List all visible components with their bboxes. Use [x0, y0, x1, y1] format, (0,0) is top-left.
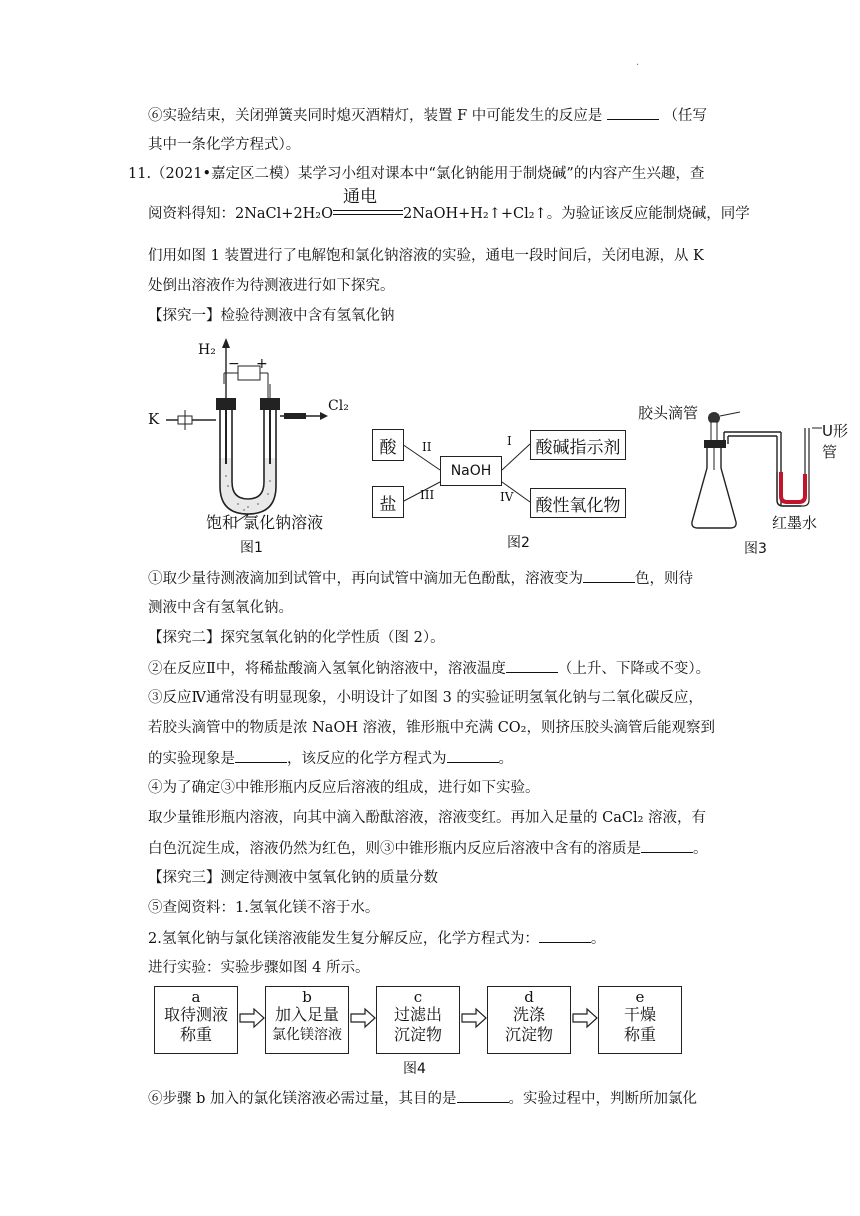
text-line-13: 若胶头滴管中的物质是浓 NaOH 溶液，锥形瓶中充满 CO₂，则挤压胶头滴管后能观察到	[148, 720, 715, 736]
fig1-k-label: K	[148, 410, 160, 428]
equation-condition: 通电	[343, 187, 378, 207]
fig4-caption: 图4	[403, 1061, 426, 1077]
step-line2: 称重	[623, 1025, 656, 1044]
text-segment: ，该反应的化学方程式为	[287, 751, 447, 767]
text-segment: ①取少量待测液滴加到试管中，再向试管中滴加无色酚酞，溶液变为	[148, 571, 583, 587]
question-11: 11.（2021•嘉定区二模）某学习小组对课本中“氯化钠能用于制烧碱”的内容产生兴趣，查	[128, 166, 705, 182]
text-line-5: 们用如图 1 装置进行了电解饱和氯化钠溶液的实验，通电一段时间后，关闭电源，从 K	[148, 248, 704, 264]
text-line-17	[148, 838, 708, 859]
fig2-oxide-box: 酸性氧化物	[530, 488, 626, 518]
text-segment: （任写	[663, 108, 707, 124]
step-letter: c	[413, 988, 423, 1006]
answer-blank[interactable]	[235, 748, 287, 763]
text-line-20	[148, 928, 605, 949]
step-line1: 过滤出	[393, 1005, 442, 1024]
fig2-caption: 图2	[507, 535, 530, 551]
step-letter: e	[635, 988, 645, 1006]
text-line-14	[148, 748, 513, 769]
text-segment: 色，则待	[635, 571, 693, 587]
equation-arrow	[333, 187, 403, 219]
text-line-22	[148, 1088, 697, 1109]
text-line-9: 测液中含有氢氧化钠。	[148, 600, 293, 616]
answer-blank[interactable]	[583, 568, 635, 583]
step-line2: 沉淀物	[393, 1025, 442, 1044]
section-2-heading: 【探究二】探究氢氧化钠的化学性质（图 2）。	[148, 630, 445, 646]
fig1-solution-label: 饱和 氯化钠溶液	[206, 513, 324, 532]
step-letter: a	[191, 988, 201, 1006]
text-line-11	[148, 658, 710, 679]
text-segment: 。	[693, 841, 708, 857]
fig1-minus-label: −	[228, 356, 240, 372]
answer-blank[interactable]	[457, 1088, 509, 1103]
equation-left: 阅资料得知：2NaCl+2H₂O	[148, 206, 334, 222]
header-dot: ·	[636, 60, 640, 71]
text-segment: ⑥步骤 b 加入的氯化镁溶液必需过量，其目的是	[148, 1091, 457, 1107]
step-line2: 沉淀物	[504, 1025, 553, 1044]
answer-blank[interactable]	[506, 658, 558, 673]
step-line2: 氯化镁溶液	[272, 1027, 342, 1043]
text-segment: ⑥实验结束，关闭弹簧夹同时熄灭酒精灯，装置 F 中可能发生的反应是	[148, 108, 603, 124]
text-segment: ②在反应Ⅱ中，将稀盐酸滴入氢氧化钠溶液中，溶液温度	[148, 661, 506, 677]
answer-blank[interactable]	[607, 105, 659, 120]
text-segment: 白色沉淀生成，溶液仍然为红色，则③中锥形瓶内反应后溶液中含有的溶质是	[148, 841, 641, 857]
fig1-cl2-label: Cl₂	[328, 398, 349, 414]
fig3-caption: 图3	[744, 541, 767, 557]
fig2-indicator-box: 酸碱指示剂	[530, 430, 626, 460]
text-segment: 。	[590, 931, 606, 947]
fig4-arrows	[238, 1006, 608, 1030]
step-line1: 干燥	[623, 1005, 656, 1024]
fig2-reaction-iii: III	[420, 488, 435, 502]
fig3-dropper-label: 胶头滴管	[638, 404, 699, 422]
text-segment: 。实验过程中，判断所加氯化	[508, 1091, 697, 1107]
answer-blank[interactable]	[539, 928, 591, 943]
fig3-ink-label: 红墨水	[772, 514, 818, 532]
answer-blank[interactable]	[641, 838, 693, 853]
fig1-h2-label: H₂	[198, 342, 216, 358]
text-line-21: 进行实验：实验步骤如图 4 所示。	[148, 960, 370, 976]
fig4-step-e	[598, 986, 682, 1054]
fig2-naoh-box: NaOH	[440, 456, 502, 486]
text-line-12: ③反应Ⅳ通常没有明显现象，小明设计了如图 3 的实验证明氢氧化钠与二氧化碳反应，	[148, 690, 703, 706]
fig2-salt-box: 盐	[372, 486, 404, 518]
fig2-acid-box: 酸	[372, 429, 404, 461]
step-line1: 加入足量	[274, 1005, 339, 1024]
answer-blank[interactable]	[447, 748, 499, 763]
step-line1: 洗涤	[512, 1005, 545, 1024]
text-line-19: ⑤查阅资料：1.氢氧化镁不溶于水。	[148, 900, 380, 916]
text-line-15: ④为了确定③中锥形瓶内反应后溶液的组成，进行如下实验。	[148, 780, 540, 796]
text-segment: 的实验现象是	[148, 751, 235, 767]
text-segment: 2.氢氧化钠与氯化镁溶液能发生复分解反应，化学方程式为：	[148, 931, 539, 947]
text-line-8	[148, 568, 693, 589]
text-line-1	[148, 105, 707, 126]
fig4-step-a	[154, 986, 238, 1054]
section-3-heading: 【探究三】测定待测液中氢氧化钠的质量分数	[148, 870, 438, 886]
text-line-6: 处倒出溶液作为待测液进行如下探究。	[148, 278, 395, 294]
text-segment: 。	[498, 751, 513, 767]
text-segment: （上升、下降或不变）。	[557, 661, 711, 677]
fig1-plus-label: +	[256, 356, 268, 372]
text-line-2: 其中一条化学方程式）。	[148, 137, 301, 153]
fig2-reaction-iv: IV	[500, 490, 514, 504]
fig2-reaction-i: I	[507, 434, 512, 448]
equation-line	[148, 187, 750, 224]
fig3-utube-label: U形管	[822, 422, 848, 461]
text-line-16: 取少量锥形瓶内溶液，向其中滴入酚酞溶液，溶液变红。再加入足量的 CaCl₂ 溶液，有	[148, 810, 706, 826]
fig1-caption: 图1	[240, 540, 263, 556]
equation-right: 2NaOH+H₂↑+Cl₂↑。为验证该反应能制烧碱，同学	[403, 206, 750, 222]
step-line2: 称重	[179, 1025, 212, 1044]
fig2-reaction-ii: II	[422, 440, 432, 454]
step-letter: b	[302, 988, 312, 1006]
step-letter: d	[524, 988, 534, 1006]
step-line1: 取待测液	[163, 1005, 228, 1024]
section-1-heading: 【探究一】检验待测液中含有氢氧化钠	[148, 308, 395, 324]
